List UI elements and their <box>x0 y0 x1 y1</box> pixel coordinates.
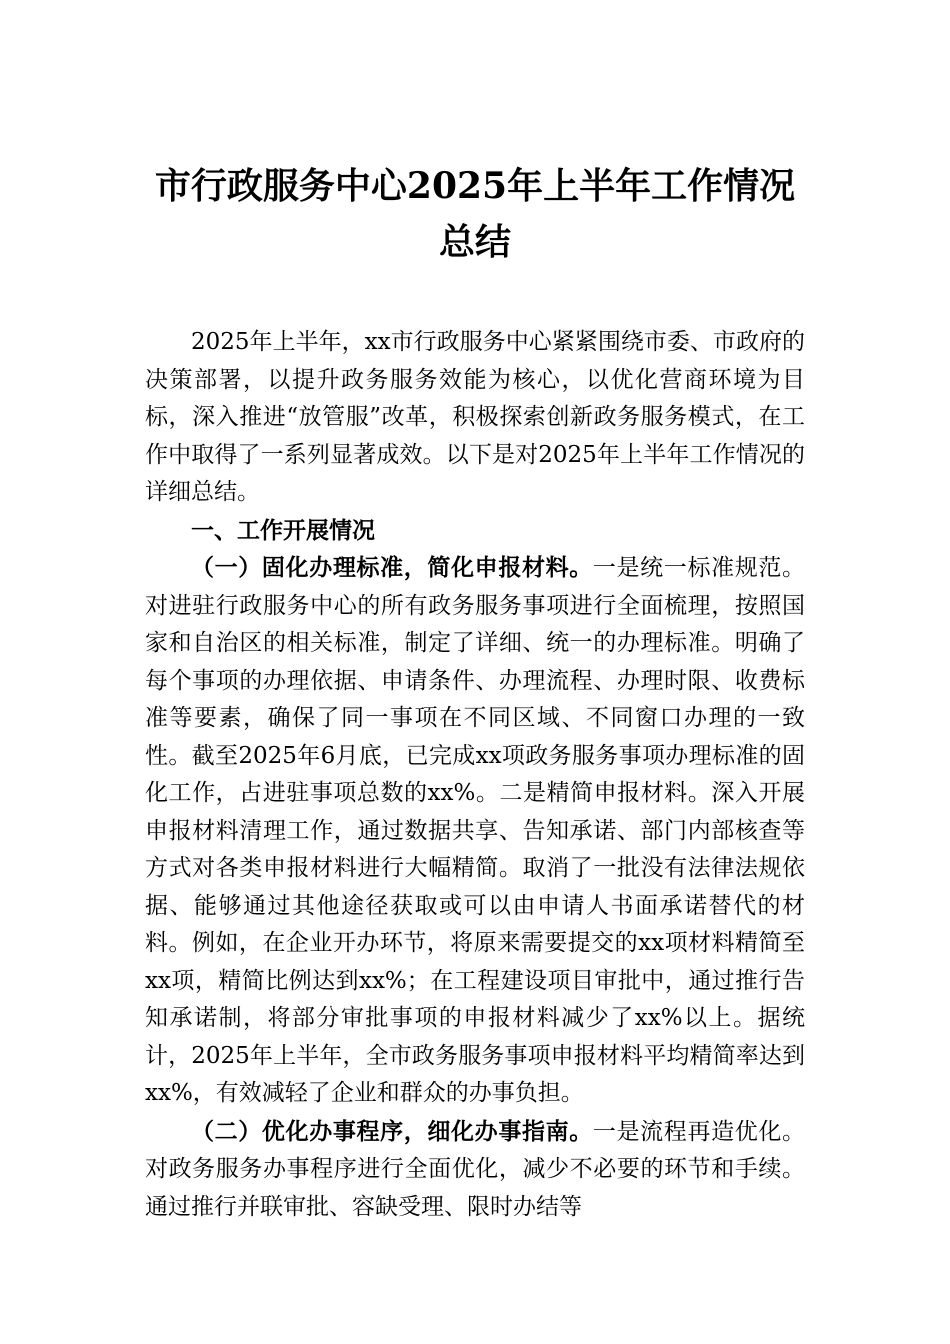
document-title: 市行政服务中心2025年上半年工作情况总结 <box>154 165 796 263</box>
subsection-2-paragraph <box>145 1113 805 1227</box>
intro-paragraph: 2025年上半年，xx市行政服务中心紧紧围绕市委、市政府的决策部署，以提升政务服务效能为核心，以优化营商环境为目标，深入推进“放管服”改革，积极探索创新政务服务模式，在工作中取得了一系列显著成效。以下是对2025年上半年工作情况的详细总结。 <box>145 329 805 505</box>
subsection-1-text: 一是统一标准规范。对进驻行政服务中心的所有政务服务事项进行全面梳理，按照国家和自治区的相关标准，制定了详细、统一的办理标准。明确了每个事项的办理依据、申请条件、办理流程、办理时限、收费标准等要素，确保了同一事项在不同区域、不同窗口办理的一致性。截至2025年6月底，已完成xx项政务服务事项办理标准的固化工作，占进驻事项总数的xx%。二是精简申报材料。深入开展申报材料清理工作，通过数据共享、告知承诺、部门内部核查等方式对各类申报材料进行大幅精简。取消了一批没有法律法规依据、能够通过其他途径获取或可以由申请人书面承诺替代的材料。例如，在企业开办环节，将原来需要提交的xx项材料精简至xx项，精简比例达到xx%；在工程建设项目审批中，通过推行告知承诺制，将部分审批事项的申报材料减少了xx%以上。据统计，2025年上半年，全市政务服务事项申报材料平均精简率达到xx%，有效减轻了企业和群众的办事负担。 <box>145 555 806 1106</box>
subsection-1-paragraph <box>145 549 805 1113</box>
subsection-2-lead: （二）优化办事程序，细化办事指南。 <box>191 1117 593 1145</box>
section-heading: 一、工作开展情况 <box>191 516 375 544</box>
document-body <box>145 324 805 1226</box>
subsection-1-lead: （一）固化办理标准，简化申报材料。 <box>191 554 593 581</box>
subsection-2-text: 一是流程再造优化。对政务服务办事程序进行全面优化，减少不必要的环节和手续。通过推行并联审批、容缺受理、限时办结等 <box>145 1118 806 1220</box>
